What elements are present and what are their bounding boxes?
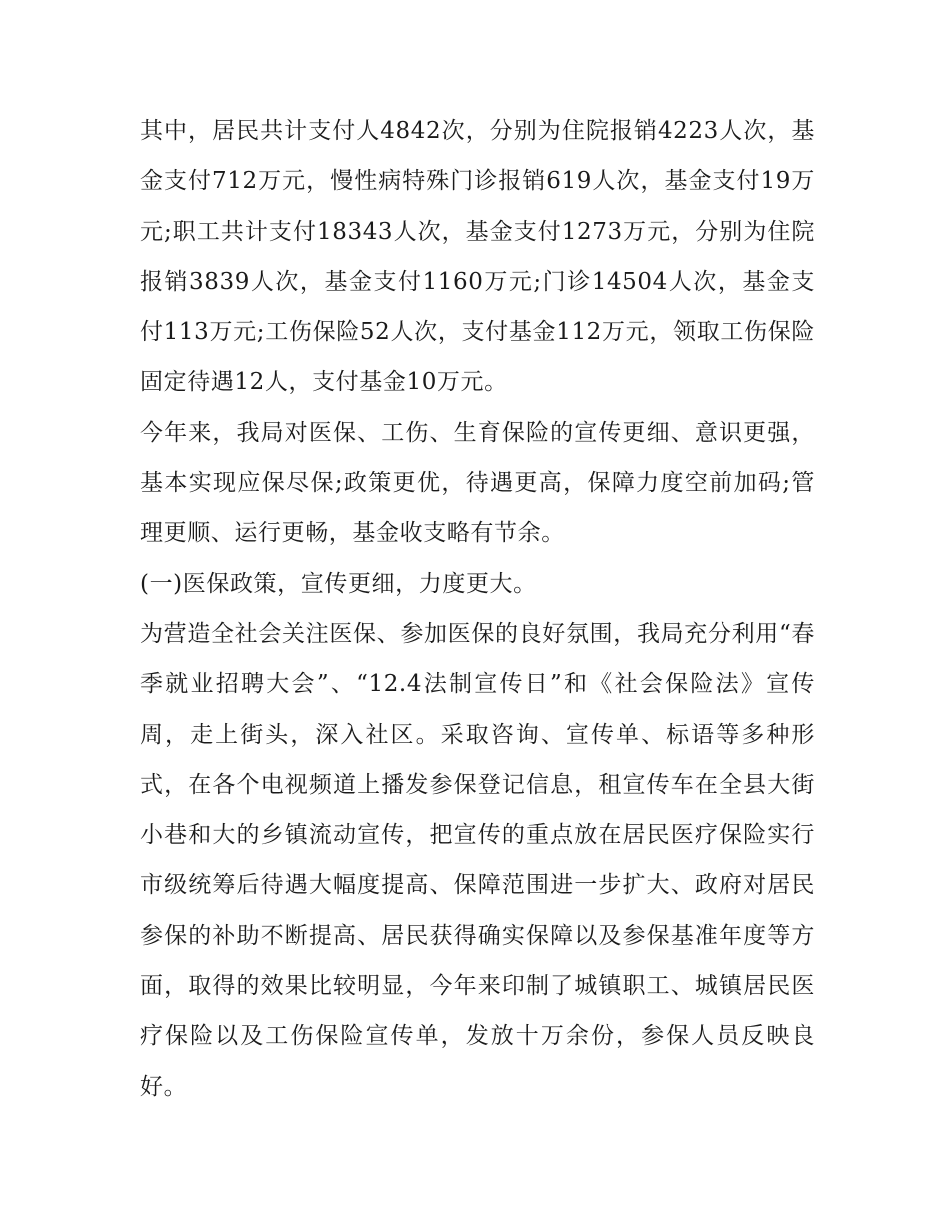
document-body: [140, 106, 815, 1112]
paragraph-annual-overview: 今年来，我局对医保、工伤、生育保险的宣传更细、意识更强，基本实现应保尽保;政策更优，待遇更高，保障力度空前加码;管理更顺、运行更畅，基金收支略有节余。: [140, 419, 815, 547]
section-heading-policy-publicity: (一)医保政策，宣传更细，力度更大。: [140, 570, 537, 597]
paragraph-publicity-details: 为营造全社会关注医保、参加医保的良好氛围，我局充分利用“春季就业招聘大会”、“12.4法制宣传日”和《社会保险法》宣传周，走上街头，深入社区。采取咨询、宣传单、标语等多种形式，在各个电视频道上播发参保登记信息，租宣传车在全县大街小巷和大的乡镇流动宣传，把宣传的重点放在居民医疗保险实行市级统筹后待遇大幅度提高、保障范围进一步扩大、政府对居民参保的补助不断提高、居民获得确实保障以及参保基准年度等方面，取得的效果比较明显，今年来印制了城镇职工、城镇居民医疗保险以及工伤保险宣传单，发放十万余份，参保人员反映良好。: [140, 620, 815, 1100]
paragraph-payments-summary: 其中，居民共计支付人4842次，分别为住院报销4223人次，基金支付712万元，慢性病特殊门诊报销619人次，基金支付19万元;职工共计支付18343人次，基金支付1273万元，分别为住院报销3839人次，基金支付1160万元;门诊14504人次，基金支付113万元;工伤保险52人次，支付基金112万元，领取工伤保险固定待遇12人，支付基金10万元。: [140, 118, 815, 396]
